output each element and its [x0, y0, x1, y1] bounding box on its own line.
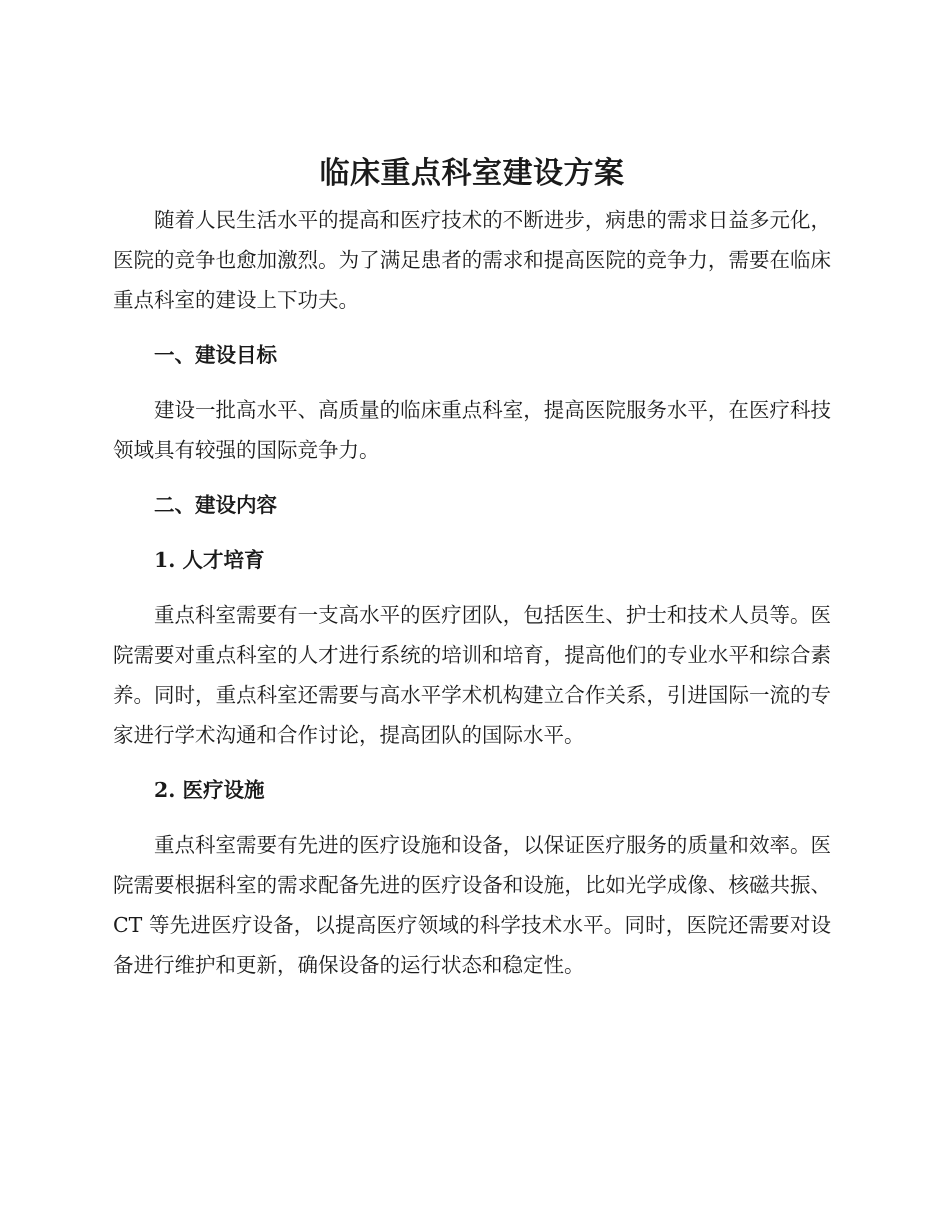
- document-title: 临床重点科室建设方案: [319, 156, 625, 191]
- section-heading-content: 二、建设内容: [154, 493, 277, 517]
- spacer: [113, 320, 831, 335]
- document-page: [113, 148, 831, 985]
- spacer: [113, 755, 831, 770]
- spacer: [113, 525, 831, 540]
- spacer: [113, 810, 831, 825]
- spacer: [113, 470, 831, 485]
- section-heading-goal: 一、建设目标: [154, 343, 277, 367]
- subsection-heading-talent: 1. 人才培育: [154, 548, 265, 572]
- subsection-talent-paragraph: 重点科室需要有一支高水平的医疗团队，包括医生、护士和技术人员等。医院需要对重点科室的人才进行系统的培训和培育，提高他们的专业水平和综合素养。同时，重点科室还需要与高水平学术机构建立合作关系，引进国际一流的专家进行学术沟通和合作讨论，提高团队的国际水平。: [113, 603, 831, 747]
- subsection-heading-facilities: 2. 医疗设施: [154, 778, 265, 802]
- spacer: [113, 580, 831, 595]
- intro-paragraph: 随着人民生活水平的提高和医疗技术的不断进步，病患的需求日益多元化，医院的竞争也愈加激烈。为了满足患者的需求和提高医院的竞争力，需要在临床重点科室的建设上下功夫。: [113, 208, 831, 312]
- subsection-facilities-paragraph: 重点科室需要有先进的医疗设施和设备，以保证医疗服务的质量和效率。医院需要根据科室的需求配备先进的医疗设备和设施，比如光学成像、核磁共振、CT 等先进医疗设备，以提高医疗领域的科学技术水平。同时，医院还需要对设备进行维护和更新，确保设备的运行状态和稳定性。: [113, 833, 831, 977]
- section-goal-paragraph: 建设一批高水平、高质量的临床重点科室，提高医院服务水平，在医疗科技领域具有较强的国际竞争力。: [113, 398, 831, 462]
- spacer: [113, 375, 831, 390]
